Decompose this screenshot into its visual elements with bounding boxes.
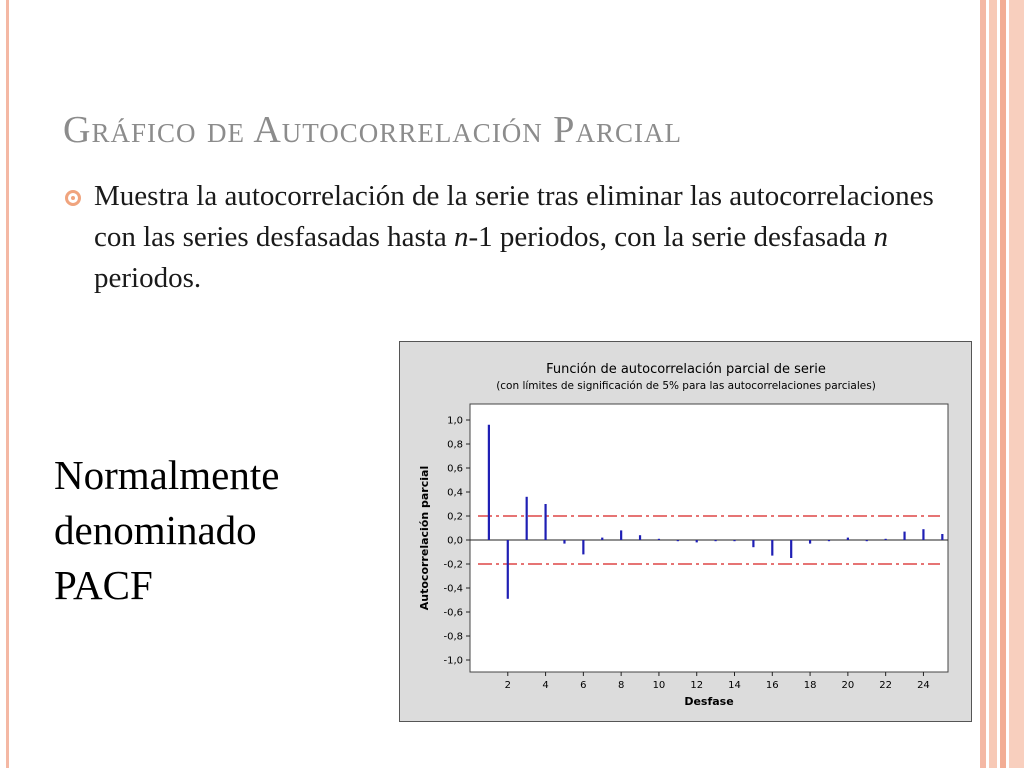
y-tick-label: -0,6 bbox=[443, 607, 463, 619]
bullet-text-italic: n bbox=[873, 221, 888, 253]
y-tick-label: 0,6 bbox=[447, 463, 463, 475]
chart-subtitle: (con límites de significación de 5% para las autocorrelaciones parciales) bbox=[496, 380, 876, 392]
slide-title: Gráfico de Autocorrelación Parcial bbox=[63, 109, 682, 151]
y-tick-label: -0,8 bbox=[443, 631, 463, 643]
x-tick-label: 12 bbox=[690, 680, 704, 691]
bullet-text-part: -1 periodos, con la serie desfasada bbox=[468, 221, 874, 253]
plot-area bbox=[470, 404, 948, 672]
x-tick-label: 20 bbox=[841, 680, 855, 691]
bullet-icon bbox=[65, 190, 81, 206]
y-tick-label: 0,4 bbox=[447, 487, 463, 499]
x-tick-label: 10 bbox=[652, 680, 666, 691]
slide-right-stripes bbox=[980, 0, 1024, 768]
y-tick-label: -1,0 bbox=[443, 655, 463, 667]
y-axis-label: Autocorrelación parcial bbox=[418, 465, 431, 611]
bullet-text-italic: n bbox=[453, 221, 469, 253]
y-tick-label: 0,0 bbox=[447, 535, 463, 547]
x-tick-label: 4 bbox=[542, 680, 549, 691]
side-note-line: PACF bbox=[54, 562, 153, 608]
chart-title: Función de autocorrelación parcial de serie bbox=[546, 362, 826, 377]
bullet-text-part: periodos. bbox=[94, 262, 202, 294]
x-tick-label: 18 bbox=[803, 680, 817, 691]
x-tick-label: 16 bbox=[765, 680, 779, 691]
pacf-chart bbox=[399, 341, 972, 722]
x-tick-label: 14 bbox=[728, 680, 741, 691]
y-tick-label: -0,4 bbox=[443, 583, 463, 595]
bullet-text-part: Muestra la autocorrelación de la serie tras eliminar las autocorrelaciones con las series desfasadas hasta bbox=[94, 180, 934, 253]
x-tick-label: 24 bbox=[917, 680, 930, 691]
x-tick-label: 8 bbox=[617, 680, 625, 691]
y-tick-label: 0,2 bbox=[447, 511, 463, 523]
x-tick-label: 22 bbox=[879, 680, 893, 691]
x-tick-label: 2 bbox=[504, 680, 511, 691]
y-tick-label: 1,0 bbox=[447, 415, 463, 427]
x-axis-label: Desfase bbox=[684, 695, 734, 708]
bullet-text bbox=[94, 176, 974, 299]
side-note-line: denominado bbox=[54, 507, 257, 553]
side-note-line: Normalmente bbox=[54, 452, 280, 498]
y-tick-label: -0,2 bbox=[443, 559, 463, 571]
y-tick-label: 0,8 bbox=[447, 439, 463, 451]
slide-left-border bbox=[6, 0, 9, 768]
pacf-chart-svg bbox=[400, 342, 973, 723]
x-tick-label: 6 bbox=[580, 680, 587, 691]
side-note bbox=[54, 448, 279, 613]
